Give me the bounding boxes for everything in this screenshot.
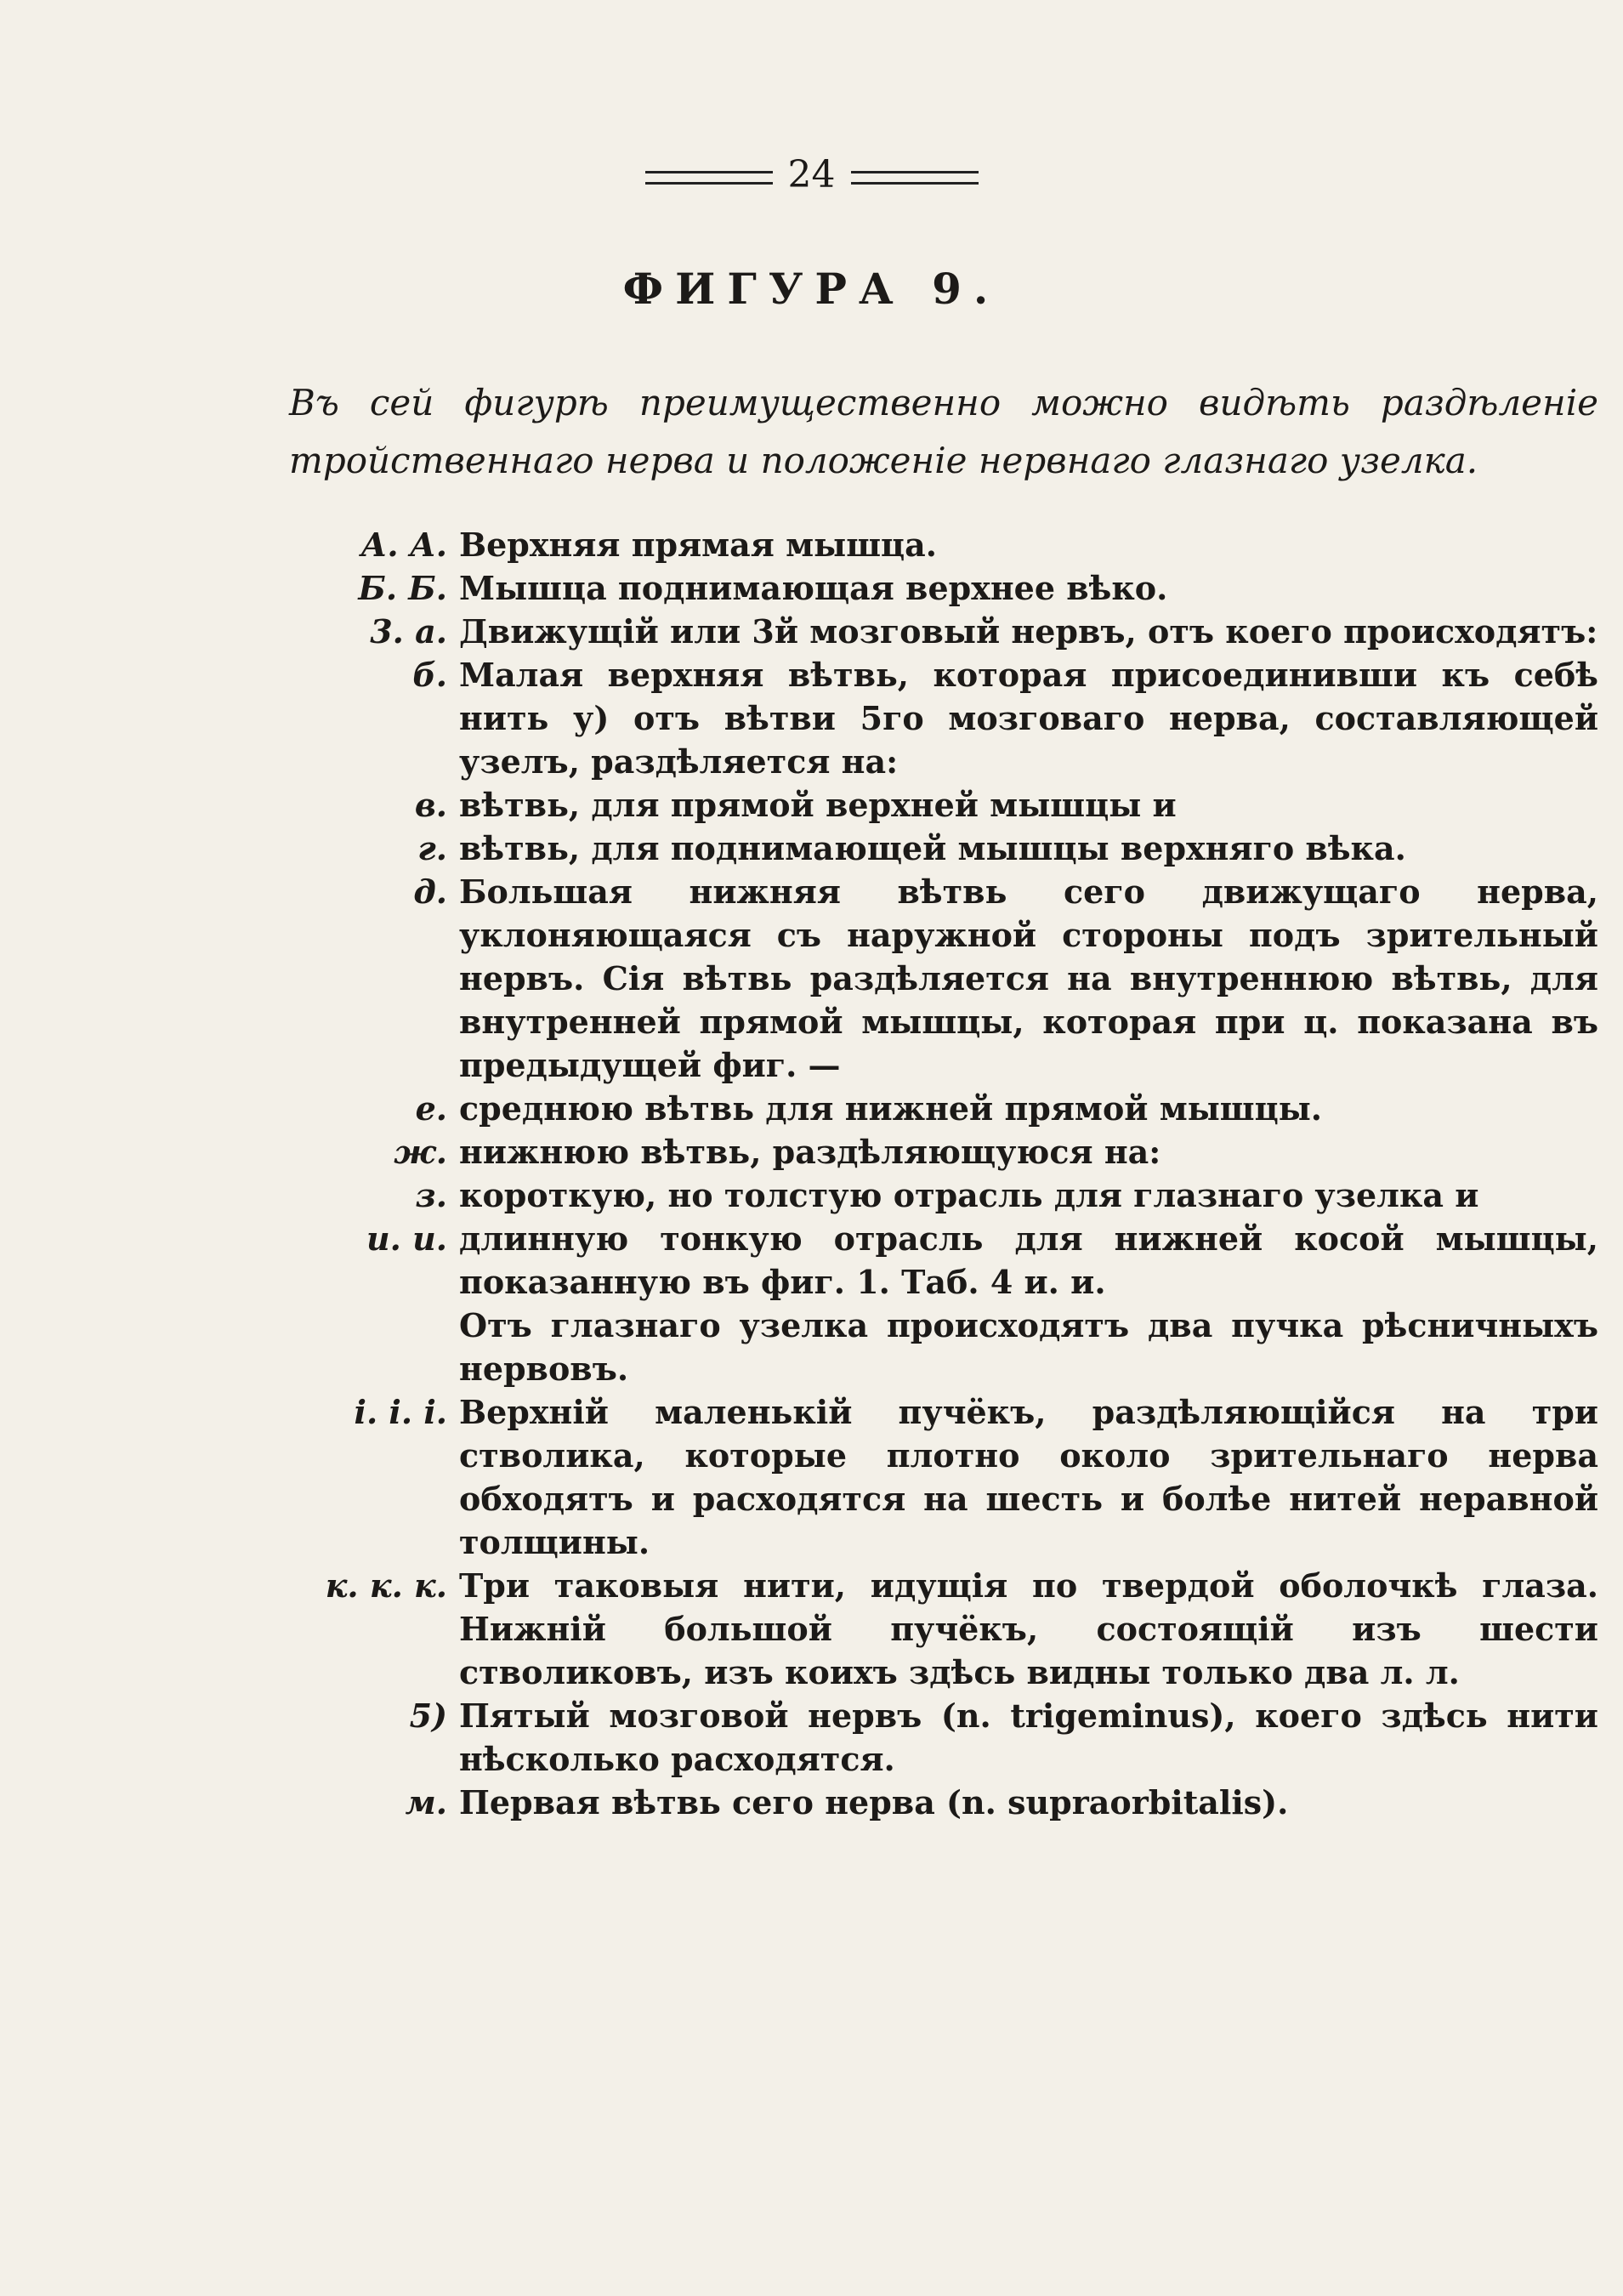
figure-title: ФИГУРА 9. bbox=[622, 264, 1001, 314]
entry-text: Мышца поднимающая верхнее вѣко. bbox=[459, 569, 1168, 607]
entry-text: Отъ глазнаго узелка происходятъ два пучка рѣсничныхъ нервовъ. bbox=[459, 1306, 1598, 1388]
entry-mark: м. bbox=[405, 1783, 447, 1821]
entry-text: короткую, но толстую отрасль для глазнаго узелка и bbox=[459, 1176, 1479, 1214]
entry-mark: 3. а. bbox=[370, 612, 447, 651]
entry-mark: ж. bbox=[394, 1133, 447, 1171]
entry-text: вѣтвь, для поднимающей мышцы верхняго вѣка. bbox=[459, 829, 1406, 867]
entry-text: нижнюю вѣтвь, раздѣляющуюся на: bbox=[459, 1133, 1161, 1171]
entry-mark: г. bbox=[417, 829, 447, 867]
legend-entry bbox=[281, 523, 1598, 566]
page-number bbox=[0, 153, 1623, 196]
legend-entry bbox=[281, 1564, 1598, 1694]
entry-mark: і. і. і. bbox=[354, 1393, 447, 1431]
entry-text: Малая верхняя вѣтвь, которая присоединивши къ себѣ нить у) отъ вѣтви 5го мозговаго нерва, составляющей узелъ, раздѣляется на: bbox=[459, 656, 1598, 781]
legend-entry bbox=[281, 1217, 1598, 1304]
entry-text: Движущій или 3й мозговый нервъ, отъ коего происходятъ: bbox=[459, 612, 1598, 651]
entry-mark: А. А. bbox=[360, 526, 447, 564]
entry-text: среднюю вѣтвь для нижней прямой мышцы. bbox=[459, 1089, 1323, 1128]
entry-mark: б. bbox=[412, 656, 447, 694]
ornament-rule-left bbox=[645, 171, 773, 185]
entry-text: длинную тонкую отрасль для нижней косой мышцы, показанную въ фиг. 1. Таб. 4 и. и. bbox=[459, 1219, 1598, 1301]
entry-text: Три таковыя нити, идущія по твердой оболочкѣ глаза. Нижній большой пучёкъ, состоящій изъ шести стволиковъ, изъ коихъ здѣсь видны только два л. л. bbox=[459, 1566, 1598, 1691]
ornament-rule-right bbox=[851, 171, 979, 185]
entry-text: Первая вѣтвь сего нерва (n. supraorbitalis). bbox=[459, 1783, 1289, 1821]
entry-text: Верхняя прямая мышца. bbox=[459, 526, 937, 564]
legend-entry bbox=[281, 610, 1598, 653]
legend-entry bbox=[281, 566, 1598, 610]
entry-mark: д. bbox=[413, 872, 447, 911]
legend-entry bbox=[281, 870, 1598, 1087]
legend-entry bbox=[281, 1130, 1598, 1174]
legend-entry bbox=[281, 1781, 1598, 1824]
legend-entry bbox=[281, 1694, 1598, 1781]
entry-text: Большая нижняя вѣтвь сего движущаго нерва, уклоняющаяся съ наружной стороны подъ зрительный нервъ. Сія вѣтвь раздѣляется на внутреннюю вѣтвь, для внутренней прямой мышцы, которая при ц. показана въ предыдущей фиг. — bbox=[459, 872, 1598, 1084]
legend-entry bbox=[281, 1174, 1598, 1217]
folio-text: 24 bbox=[787, 153, 836, 196]
entry-text: вѣтвь, для прямой верхней мышцы и bbox=[459, 786, 1177, 824]
entry-mark: Б. Б. bbox=[358, 569, 447, 607]
intro-paragraph: Въ сей фигурѣ преимущественно можно видѣть раздѣленіе тройственнаго нерва и положеніе нервнаго глазнаго узелка. bbox=[289, 382, 1598, 481]
entry-text: Пятый мозговой нервъ (n. trigeminus), коего здѣсь нити нѣсколько расходятся. bbox=[459, 1696, 1598, 1778]
legend-entry bbox=[281, 827, 1598, 870]
legend-entry bbox=[281, 783, 1598, 827]
entry-text: Верхній маленькій пучёкъ, раздѣляющійся на три стволика, которые плотно около зрительнаго нерва обходятъ и расходятся на шесть и болѣе нитей неравной толщины. bbox=[459, 1393, 1598, 1561]
entry-mark: к. к. к. bbox=[325, 1566, 447, 1605]
entry-mark: з. bbox=[415, 1176, 447, 1214]
legend-entry bbox=[281, 1304, 1598, 1390]
legend-entry bbox=[281, 1390, 1598, 1564]
legend-entry bbox=[281, 1087, 1598, 1130]
entry-mark: е. bbox=[415, 1089, 447, 1128]
entry-mark: и. и. bbox=[366, 1219, 447, 1258]
legend-entries bbox=[281, 523, 1598, 1824]
legend-entry bbox=[281, 653, 1598, 783]
entry-mark: 5) bbox=[409, 1696, 447, 1735]
entry-mark: в. bbox=[414, 786, 447, 824]
